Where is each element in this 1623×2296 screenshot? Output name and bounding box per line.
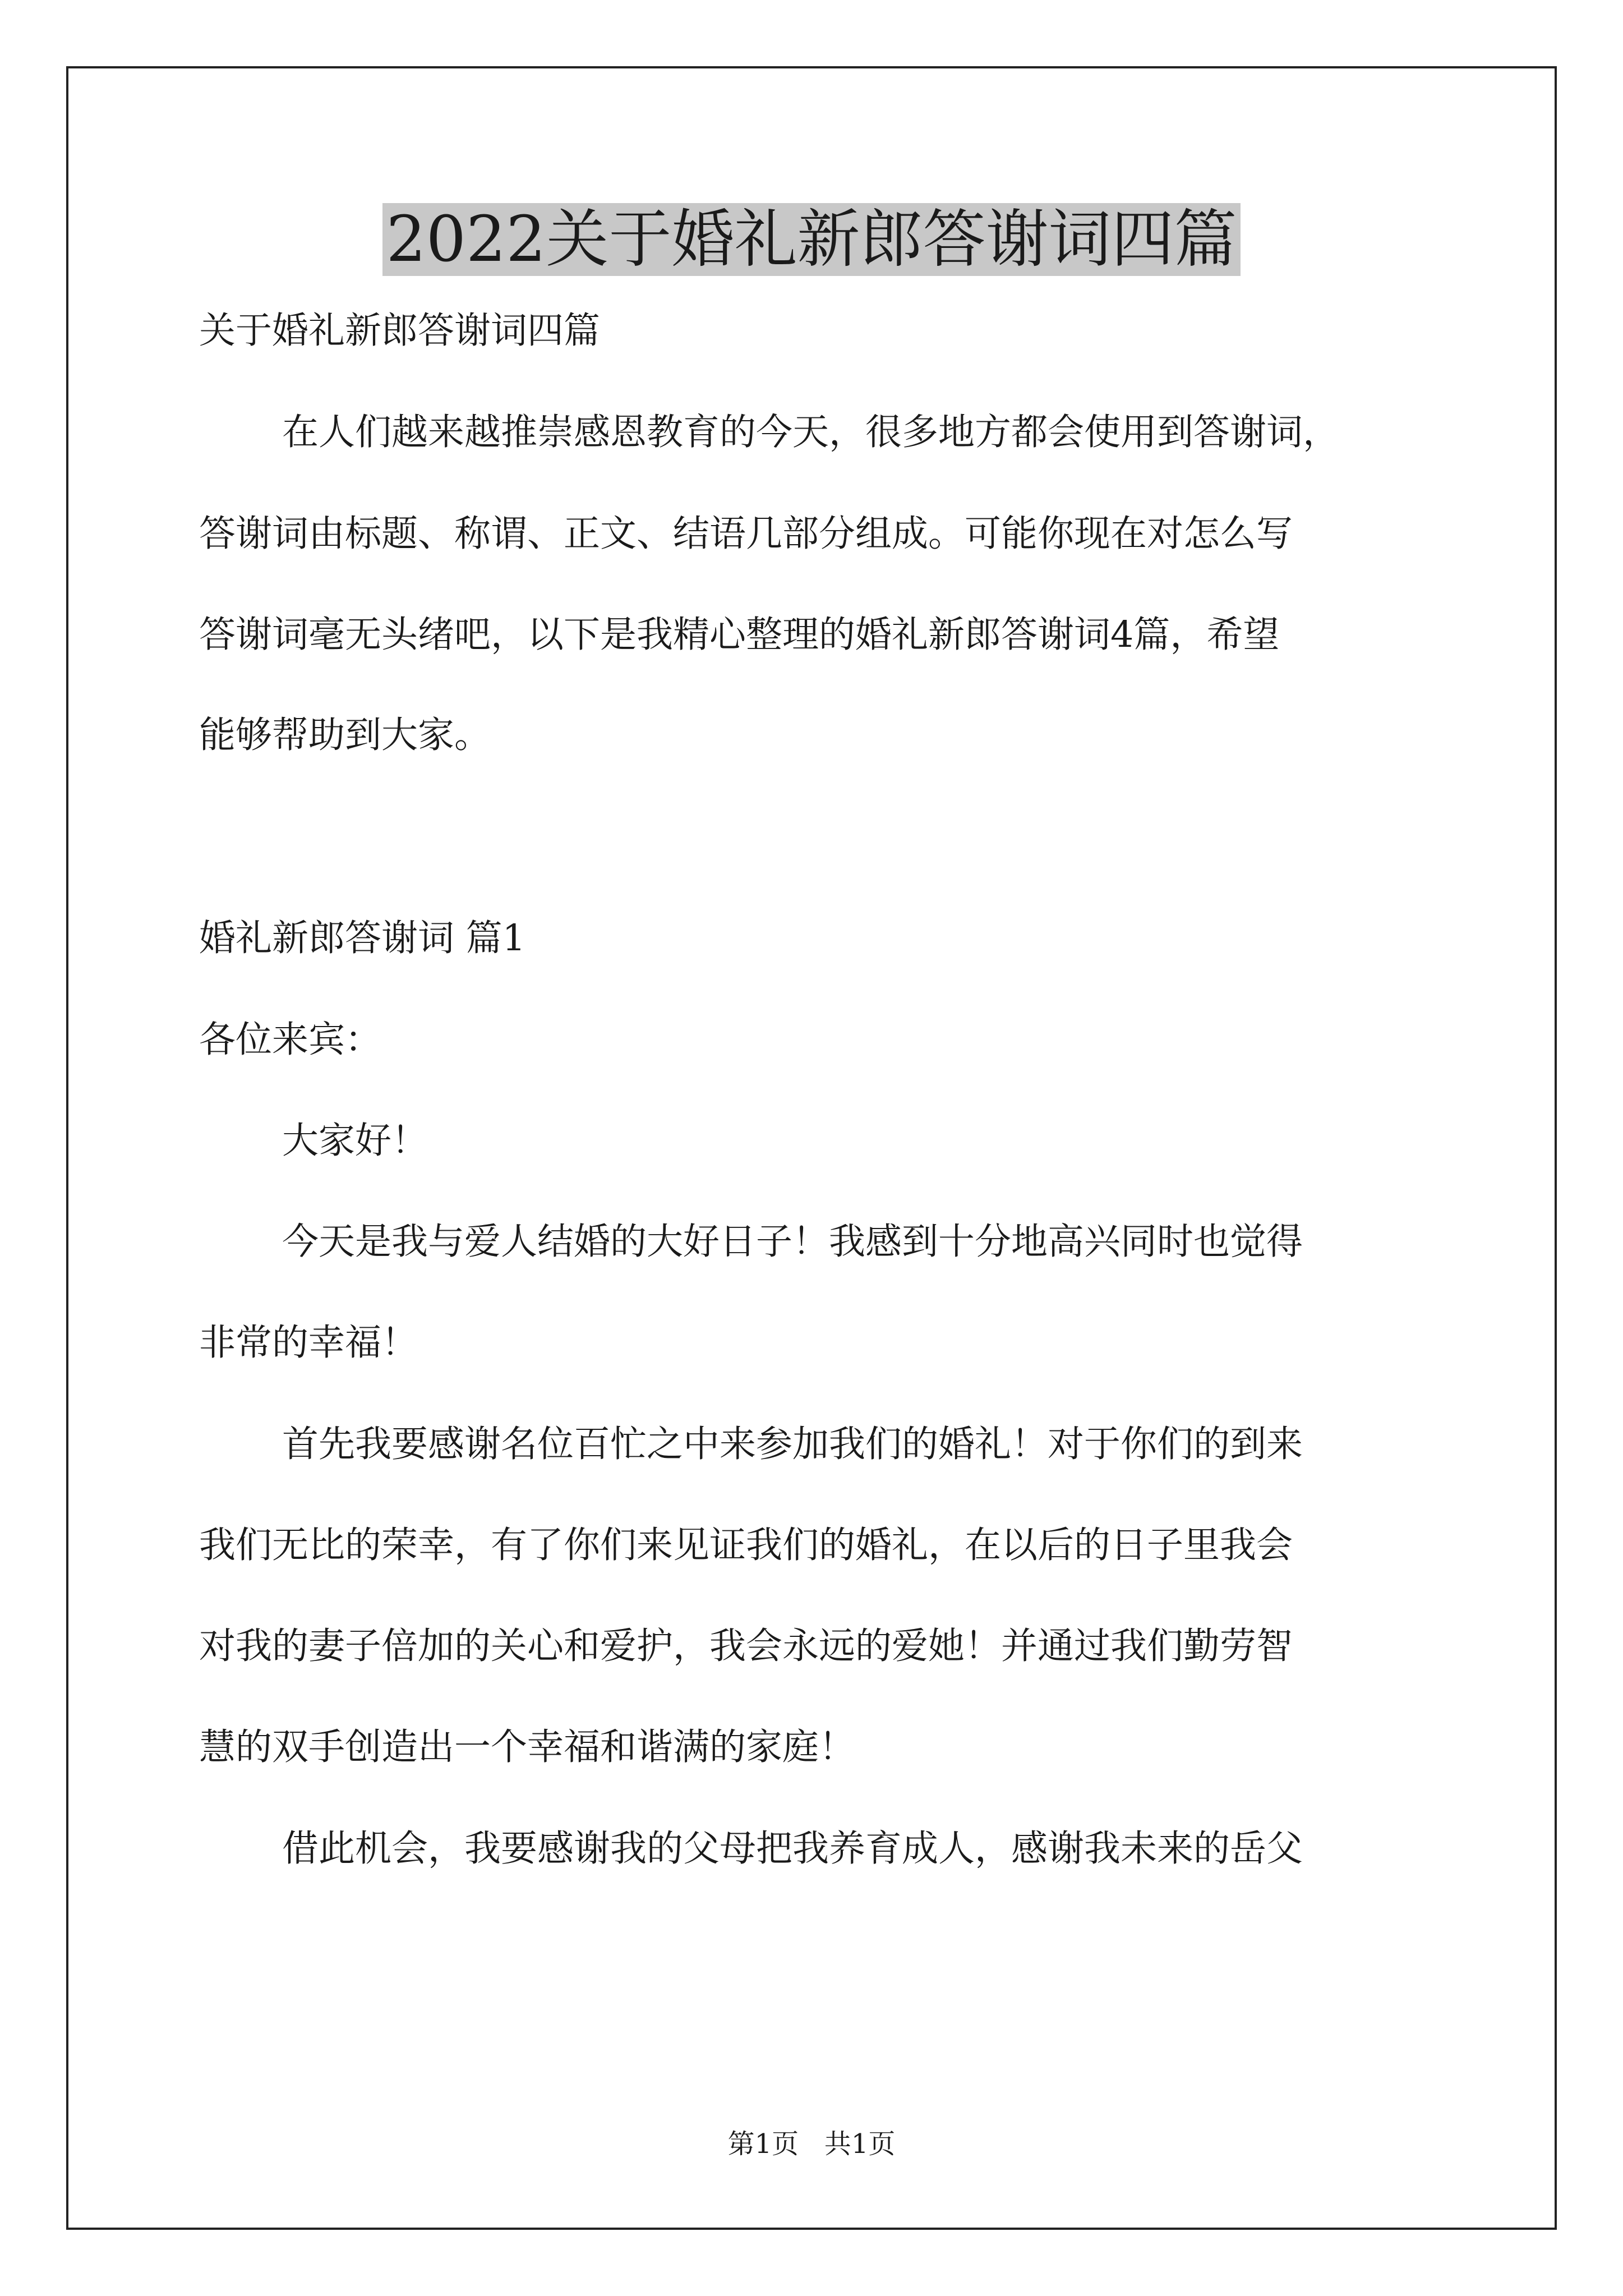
salutation: 各位来宾： <box>199 1019 382 1061</box>
paragraph2-line-4: 慧的双手创造出一个幸福和谐满的家庭！ <box>199 1726 856 1768</box>
document-title <box>0 197 1623 282</box>
section-heading: 婚礼新郎答谢词 篇1 <box>199 917 526 959</box>
intro-line-1: 在人们越来越推崇感恩教育的今天，很多地方都会使用到答谢词， <box>282 411 1340 453</box>
paragraph2-line-2: 我们无比的荣幸，有了你们来见证我们的婚礼，在以后的日子里我会 <box>199 1524 1293 1566</box>
paragraph1-line-2: 非常的幸福！ <box>199 1322 418 1364</box>
intro-line-4: 能够帮助到大家。 <box>199 714 491 756</box>
paragraph2-line-1: 首先我要感谢名位百忙之中来参加我们的婚礼！对于你们的到来 <box>282 1423 1303 1465</box>
paragraph2-line-3: 对我的妻子倍加的关心和爱护，我会永远的爱她！并通过我们勤劳智 <box>199 1625 1293 1667</box>
greeting: 大家好！ <box>282 1120 428 1162</box>
subtitle: 关于婚礼新郎答谢词四篇 <box>199 310 601 352</box>
intro-line-2: 答谢词由标题、称谓、正文、结语几部分组成。可能你现在对怎么写 <box>199 513 1293 555</box>
page-footer: 第1页 共1页 <box>727 2128 896 2160</box>
paragraph1-line-1: 今天是我与爱人结婚的大好日子！我感到十分地高兴同时也觉得 <box>282 1221 1303 1263</box>
document-title-text: 2022关于婚礼新郎答谢词四篇 <box>382 203 1240 276</box>
intro-line-3: 答谢词毫无头绪吧，以下是我精心整理的婚礼新郎答谢词4篇，希望 <box>199 614 1280 656</box>
paragraph3-line-1: 借此机会，我要感谢我的父母把我养育成人，感谢我未来的岳父 <box>282 1828 1303 1870</box>
